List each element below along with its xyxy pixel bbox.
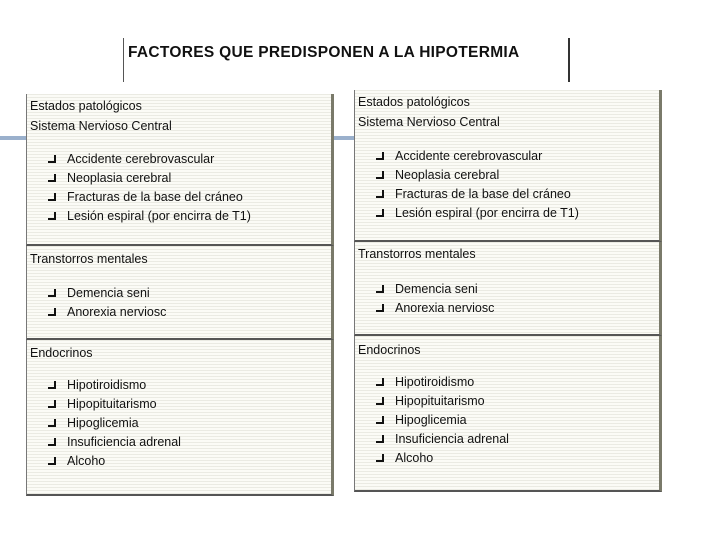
- list-item: [355, 392, 509, 411]
- list-item-label: Hipoglicemia: [395, 413, 467, 427]
- checkmark-bullet-icon: [376, 435, 384, 443]
- list-item-label: Hipopituitarismo: [395, 394, 485, 408]
- checkmark-bullet-icon: [48, 308, 56, 316]
- panel-heading: Endocrinos: [30, 346, 93, 360]
- checkmark-bullet-icon: [376, 152, 384, 160]
- list-item: [27, 414, 181, 433]
- list-item: [355, 166, 579, 185]
- list-item-label: Anorexia nerviosc: [395, 301, 495, 315]
- list-item: [355, 299, 494, 318]
- panel-subheading: Sistema Nervioso Central: [358, 115, 500, 129]
- list-item-label: Hipopituitarismo: [67, 397, 157, 411]
- checkmark-bullet-icon: [376, 397, 384, 405]
- panel-heading: Transtorros mentales: [358, 247, 476, 261]
- checkmark-bullet-icon: [376, 171, 384, 179]
- checkmark-bullet-icon: [48, 212, 56, 220]
- panel-mental-disorders: [26, 246, 334, 340]
- panel-endocrine: [354, 336, 662, 492]
- checkmark-bullet-icon: [376, 416, 384, 424]
- list-item-label: Hipotiroidismo: [395, 375, 475, 389]
- list-item-label: Neoplasia cerebral: [395, 168, 500, 182]
- panel-heading: Endocrinos: [358, 343, 421, 357]
- list-item-label: Alcoho: [395, 451, 434, 465]
- panel-heading: Estados patológicos: [358, 95, 470, 109]
- list-item-label: Demencia seni: [67, 286, 150, 300]
- list-item: [27, 188, 251, 207]
- checkmark-bullet-icon: [48, 457, 56, 465]
- list-item-label: Neoplasia cerebral: [67, 171, 172, 185]
- list-item: [355, 185, 579, 204]
- list-item: [355, 204, 579, 223]
- panel-subheading: Sistema Nervioso Central: [30, 119, 172, 133]
- item-list: [355, 280, 494, 318]
- checkmark-bullet-icon: [376, 285, 384, 293]
- panel-pathological-states: [26, 94, 334, 246]
- item-list: [355, 373, 509, 468]
- checkmark-bullet-icon: [376, 454, 384, 462]
- list-item-label: Fracturas de la base del cráneo: [67, 190, 243, 204]
- list-item: [355, 430, 509, 449]
- list-item: [355, 147, 579, 166]
- panel-mental-disorders: [354, 242, 662, 336]
- list-item: [355, 449, 509, 468]
- checkmark-bullet-icon: [48, 155, 56, 163]
- list-item: [355, 280, 494, 299]
- list-item-label: Lesión espiral (por encirra de T1): [67, 209, 251, 223]
- checkmark-bullet-icon: [376, 304, 384, 312]
- item-list: [27, 150, 251, 226]
- list-item: [27, 207, 251, 226]
- item-list: [27, 284, 166, 322]
- checkmark-bullet-icon: [376, 209, 384, 217]
- checkmark-bullet-icon: [48, 419, 56, 427]
- item-list: [27, 376, 181, 471]
- middle-accent-bar: [334, 136, 356, 140]
- checkmark-bullet-icon: [48, 289, 56, 297]
- list-item-label: Lesión espiral (por encirra de T1): [395, 206, 579, 220]
- list-item-label: Insuficiencia adrenal: [67, 435, 181, 449]
- list-item: [27, 433, 181, 452]
- left-accent-bar: [0, 136, 26, 140]
- panel-pathological-states: [354, 90, 662, 242]
- list-item-label: Anorexia nerviosc: [67, 305, 167, 319]
- list-item-label: Hipoglicemia: [67, 416, 139, 430]
- list-item: [27, 150, 251, 169]
- list-item-label: Hipotiroidismo: [67, 378, 147, 392]
- list-item-label: Accidente cerebrovascular: [395, 149, 543, 163]
- list-item-label: Demencia seni: [395, 282, 478, 296]
- checkmark-bullet-icon: [48, 193, 56, 201]
- checkmark-bullet-icon: [48, 174, 56, 182]
- list-item: [27, 376, 181, 395]
- list-item-label: Fracturas de la base del cráneo: [395, 187, 571, 201]
- list-item: [27, 169, 251, 188]
- checkmark-bullet-icon: [48, 438, 56, 446]
- list-item: [355, 411, 509, 430]
- checkmark-bullet-icon: [376, 190, 384, 198]
- list-item: [27, 303, 166, 322]
- panel-endocrine: [26, 340, 334, 496]
- checkmark-bullet-icon: [376, 378, 384, 386]
- list-item: [27, 452, 181, 471]
- checkmark-bullet-icon: [48, 400, 56, 408]
- list-item-label: Insuficiencia adrenal: [395, 432, 509, 446]
- item-list: [355, 147, 579, 223]
- checkmark-bullet-icon: [48, 381, 56, 389]
- slide-title: FACTORES QUE PREDISPONEN A LA HIPOTERMIA: [128, 44, 520, 61]
- list-item: [27, 395, 181, 414]
- list-item: [355, 373, 509, 392]
- slide-title-box: [123, 38, 570, 82]
- list-item-label: Alcoho: [67, 454, 106, 468]
- list-item: [27, 284, 166, 303]
- list-item-label: Accidente cerebrovascular: [67, 152, 215, 166]
- panel-heading: Transtorros mentales: [30, 252, 148, 266]
- panel-heading: Estados patológicos: [30, 99, 142, 113]
